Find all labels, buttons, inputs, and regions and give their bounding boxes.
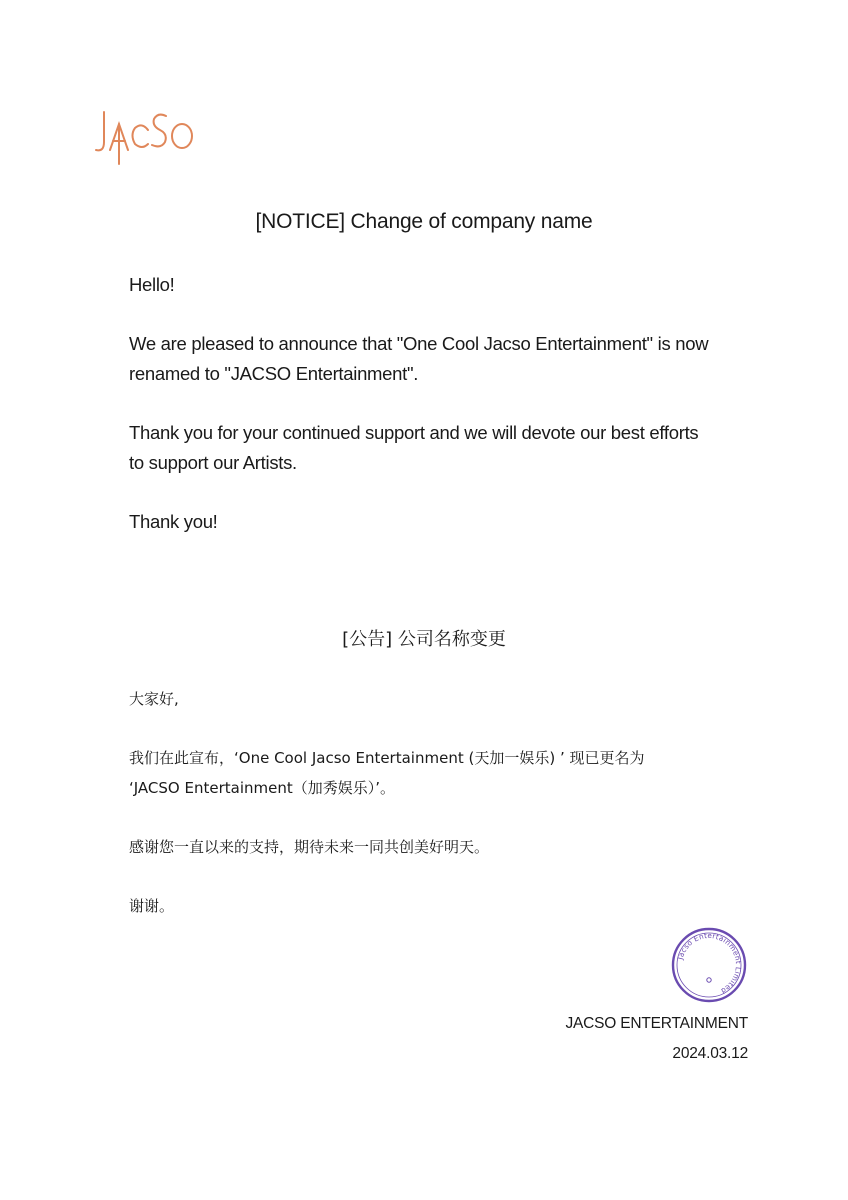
paragraph-thanks-zh: 感谢您一直以来的支持，期待未来一同共创美好明天。 (129, 838, 490, 856)
paragraph-announcement-en (129, 329, 769, 389)
text-line: We are pleased to announce that "One Cool Jacso Entertainment" is now (129, 333, 709, 354)
text-line: renamed to "JACSO Entertainment". (129, 363, 419, 384)
notice-title-zh: [公告] 公司名称变更 (342, 629, 506, 650)
text-line: 我们在此宣布，‘One Cool Jacso Entertainment (天加一娱乐) ’ 现已更名为 (129, 749, 645, 767)
signature-company: JACSO ENTERTAINMENT (565, 1015, 748, 1032)
svg-text:Jacso Entertainment Limited: Jacso Entertainment Limited (675, 930, 744, 996)
jacso-logo (92, 108, 196, 166)
greeting-zh: 大家好, (129, 690, 179, 708)
company-seal-stamp (670, 926, 748, 1004)
closing-zh: 谢谢。 (129, 897, 175, 915)
text-line: Thank you for your continued support and we will devote our best efforts (129, 422, 699, 443)
closing-en: Thank you! (129, 511, 218, 532)
greeting-en: Hello! (129, 274, 175, 295)
paragraph-thanks-en (129, 418, 769, 478)
signature-date: 2024.03.12 (672, 1045, 748, 1062)
paragraph-announcement-zh (129, 743, 769, 803)
notice-title-en: [NOTICE] Change of company name (255, 210, 593, 233)
text-line: to support our Artists. (129, 452, 297, 473)
text-line: ‘JACSO Entertainment（加秀娱乐）’。 (129, 779, 396, 797)
